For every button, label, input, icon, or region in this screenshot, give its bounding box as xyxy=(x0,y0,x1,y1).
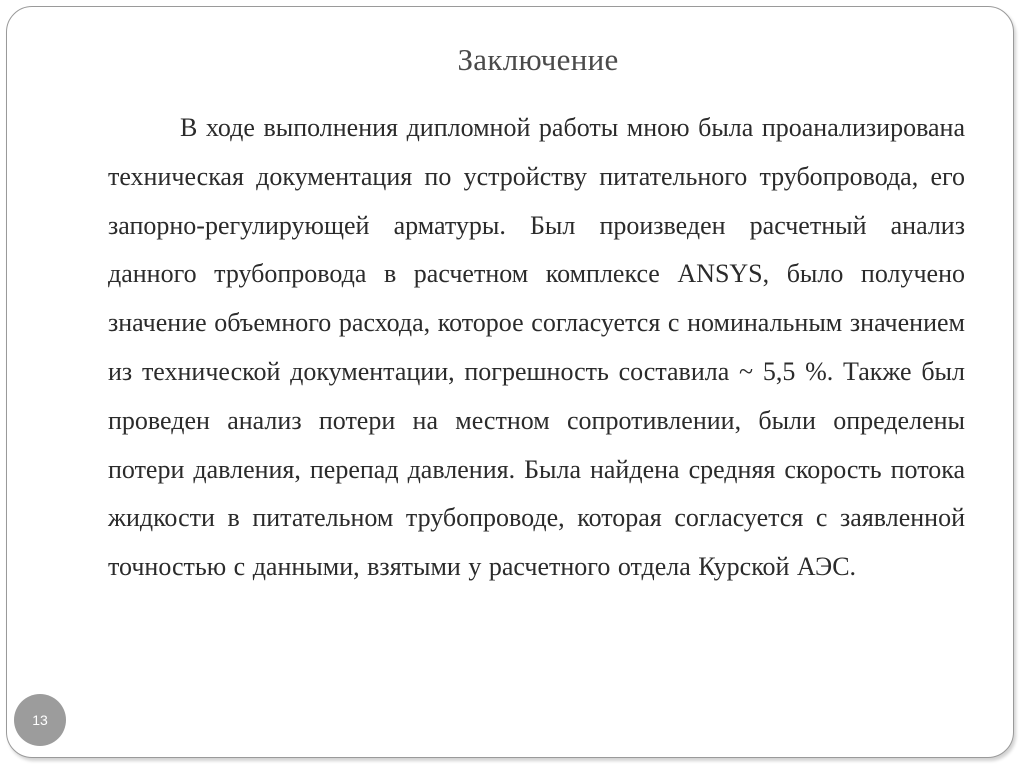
conclusion-paragraph: В ходе выполнения дипломной работы мною была проанализирована техническая документация по устройству питательного трубопровода, его запорно-регулирующей арматуры. Был произведен расчетный анализ данного трубопровода в расчетном комплексе ANSYS, было получено значение объемного расхода, которое согласуется с номинальным значением из технической документации, погрешность составила ~ 5,5 %. Также был проведен анализ потери на местном сопротивлении, были определены потери давления, перепад давления. Была найдена средняя скорость потока жидкости в питательном трубопроводе, которая согласуется с заявленной точностью с данными, взятыми у расчетного отдела Курской АЭС. xyxy=(108,113,965,582)
page-number-badge xyxy=(14,694,66,746)
slide-title: Заключение xyxy=(457,42,619,77)
page-number: 13 xyxy=(32,712,48,728)
